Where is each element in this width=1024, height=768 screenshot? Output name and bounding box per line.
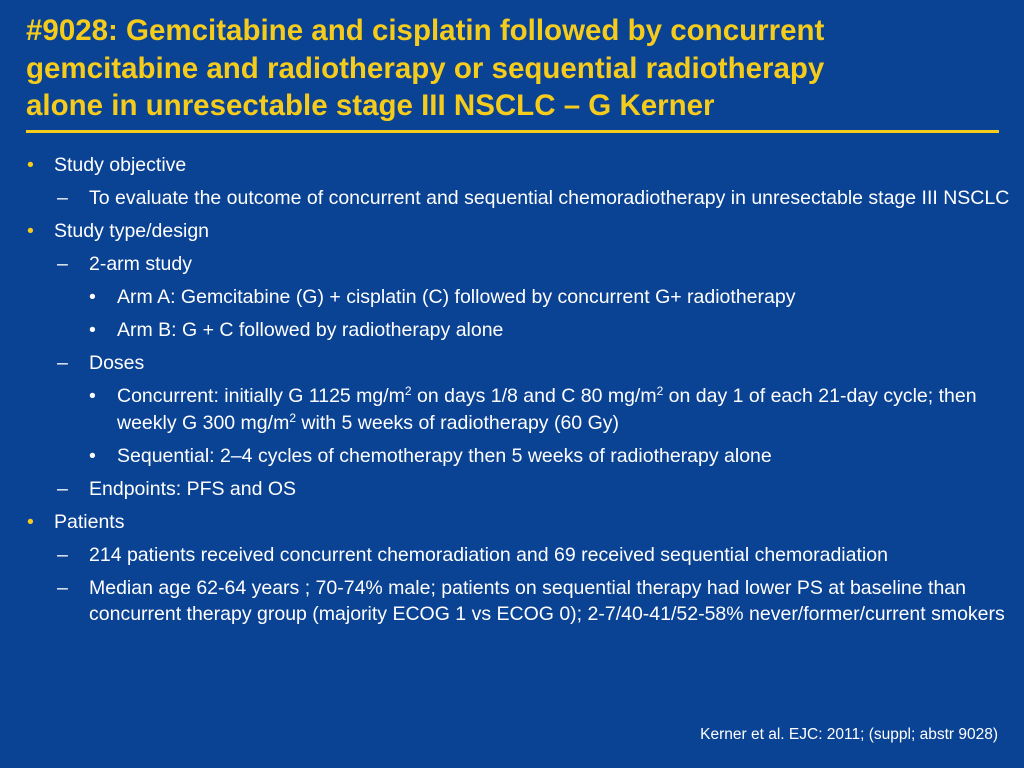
bullet-marker: • [89,444,96,467]
demographics-item [0,575,1024,628]
arms-item [0,251,1024,278]
superscript-2: 2 [289,410,296,425]
concurrent-text-part-4: with 5 weeks of radiotherapy (60 Gy) [296,411,619,434]
title-divider [26,130,999,133]
endpoints-text: Endpoints: PFS and OS [89,477,297,500]
bullet-marker: • [27,154,34,176]
arm-b-item [0,317,1024,344]
bullet-marker: • [27,510,34,533]
bullet-marker: • [89,319,96,341]
citation-footer: Kerner et al. EJC: 2011; (suppl; abstr 9028) [700,726,998,743]
dash-marker: – [57,352,68,374]
bullet-marker: • [89,385,96,407]
study-objective-heading: Study objective [54,154,187,176]
concurrent-text-part-3: on day 1 of each 21-day cycle; then weekly G 300 mg/m [117,385,977,434]
slide-title [26,12,1006,125]
concurrent-dose-item [0,383,1024,436]
dash-marker: – [57,253,68,275]
title-line-1: #9028: Gemcitabine and cisplatin followed by concurrent [26,14,825,47]
arm-a-item [0,284,1024,311]
title-line-3: alone in unresectable stage III NSCLC – G Kerner [26,89,715,122]
bullet-study-objective [0,152,1024,179]
dash-marker: – [57,543,68,566]
doses-item [0,350,1024,377]
arms-label: 2-arm study [89,253,192,275]
concurrent-text-part-1: Concurrent: initially G 1125 mg/m [117,385,405,407]
enrolment-item [0,542,1024,569]
slide-body [0,152,1024,628]
dash-marker: – [57,187,68,209]
bullet-marker: • [89,286,96,308]
objective-detail [0,185,1024,212]
enrolment-text: 214 patients received concurrent chemoradiation and 69 received sequential chemoradiation [89,543,888,566]
patients-heading: Patients [54,510,125,533]
dash-marker: – [57,477,68,500]
sequential-dose-text: Sequential: 2–4 cycles of chemotherapy then 5 weeks of radiotherapy alone [117,444,772,467]
objective-text: To evaluate the outcome of concurrent and sequential chemoradiotherapy in unresectable stage III NSCLC [89,187,1010,209]
doses-label: Doses [89,352,145,374]
dash-marker: – [57,576,68,599]
superscript-2: 2 [404,384,412,398]
title-line-2: gemcitabine and radiotherapy or sequential radiotherapy [26,51,825,85]
demographics-text: Median age 62-64 years ; 70-74% male; patients on sequential therapy had lower PS at baseline than concurrent therapy group (majority ECOG 1 vs ECOG 0); 2-7/40-41/52-58% never/former/current smokers [89,576,1005,625]
arm-b-text: Arm B: G + C followed by radiotherapy alone [117,319,504,341]
bullet-study-design [0,218,1024,245]
superscript-2: 2 [656,384,664,398]
concurrent-dose-text [117,385,977,434]
concurrent-text-part-2: on days 1/8 and C 80 mg/m [411,385,657,407]
study-design-heading: Study type/design [54,220,210,242]
sequential-dose-item [0,443,1024,470]
endpoints-item [0,476,1024,503]
arm-a-text: Arm A: Gemcitabine (G) + cisplatin (C) followed by concurrent G+ radiotherapy [117,286,796,308]
bullet-marker: • [27,220,34,242]
bullet-patients [0,509,1024,536]
